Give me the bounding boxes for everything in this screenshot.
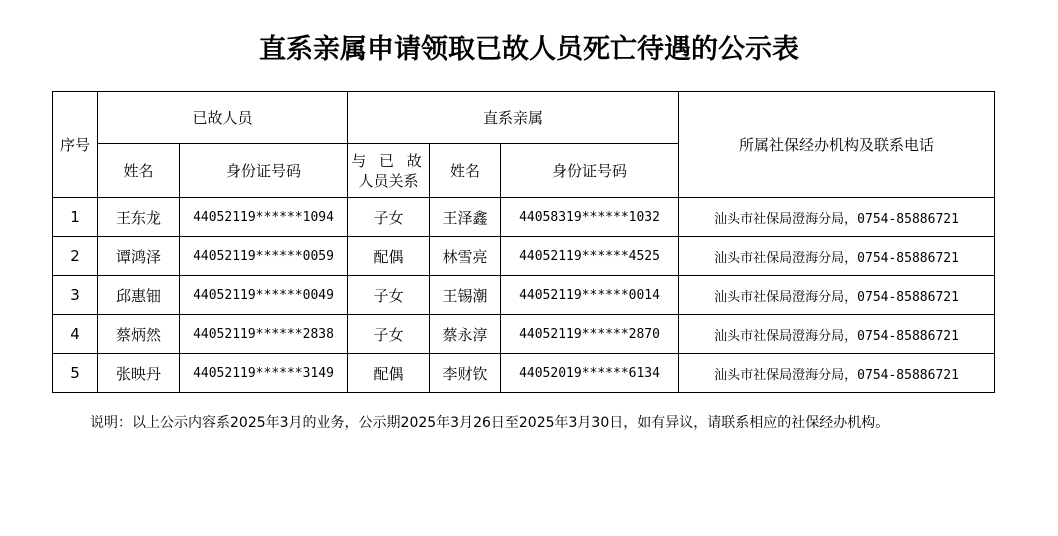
cell-relation: 配偶	[348, 354, 430, 393]
cell-deceased-name: 谭鸿泽	[98, 237, 180, 276]
cell-relative-id: 44058319******1032	[501, 198, 679, 237]
cell-relative-name: 王锡潮	[430, 276, 501, 315]
cell-relative-id: 44052019******6134	[501, 354, 679, 393]
header-deceased-name: 姓名	[98, 144, 180, 198]
table-row	[53, 354, 995, 393]
cell-deceased-name: 邱惠钿	[98, 276, 180, 315]
header-row-1	[53, 92, 995, 144]
cell-agency: 汕头市社保局澄海分局，0754-85886721	[679, 276, 995, 315]
cell-relative-id: 44052119******2870	[501, 315, 679, 354]
cell-relative-id: 44052119******4525	[501, 237, 679, 276]
cell-agency: 汕头市社保局澄海分局，0754-85886721	[679, 354, 995, 393]
cell-deceased-id: 44052119******2838	[180, 315, 348, 354]
cell-relative-name: 林雪亮	[430, 237, 501, 276]
header-relation-line2: 人员关系	[358, 171, 419, 190]
header-deceased-id: 身份证号码	[180, 144, 348, 198]
cell-deceased-id: 44052119******0059	[180, 237, 348, 276]
footnote: 说明：以上公示内容系2025年3月的业务，公示期2025年3月26日至2025年3月30日，如有异议，请联系相应的社保经办机构。	[90, 415, 890, 431]
cell-relation: 子女	[348, 315, 430, 354]
cell-seq: 1	[53, 198, 98, 237]
header-deceased-group: 已故人员	[98, 92, 348, 144]
cell-deceased-name: 王东龙	[98, 198, 180, 237]
cell-relative-name: 王泽鑫	[430, 198, 501, 237]
header-agency: 所属社保经办机构及联系电话	[679, 92, 995, 198]
table-row	[53, 315, 995, 354]
header-relation-line1: 与 已 故	[351, 151, 426, 170]
announcement-table	[52, 91, 995, 393]
header-relation	[348, 144, 430, 198]
cell-deceased-id: 44052119******1094	[180, 198, 348, 237]
cell-agency: 汕头市社保局澄海分局，0754-85886721	[679, 198, 995, 237]
cell-deceased-name: 蔡炳然	[98, 315, 180, 354]
cell-relation: 子女	[348, 276, 430, 315]
cell-seq: 2	[53, 237, 98, 276]
cell-deceased-id: 44052119******3149	[180, 354, 348, 393]
table-row	[53, 198, 995, 237]
header-relative-name: 姓名	[430, 144, 501, 198]
cell-seq: 3	[53, 276, 98, 315]
header-seq: 序号	[53, 92, 98, 198]
cell-seq: 4	[53, 315, 98, 354]
cell-deceased-id: 44052119******0049	[180, 276, 348, 315]
cell-agency: 汕头市社保局澄海分局，0754-85886721	[679, 315, 995, 354]
header-relative-group: 直系亲属	[348, 92, 679, 144]
page-title: 直系亲属申请领取已故人员死亡待遇的公示表	[259, 34, 799, 65]
cell-relative-name: 李财钦	[430, 354, 501, 393]
cell-relative-id: 44052119******0014	[501, 276, 679, 315]
table-row	[53, 276, 995, 315]
cell-relation: 配偶	[348, 237, 430, 276]
cell-relation: 子女	[348, 198, 430, 237]
table-row	[53, 237, 995, 276]
cell-deceased-name: 张映丹	[98, 354, 180, 393]
cell-seq: 5	[53, 354, 98, 393]
cell-relative-name: 蔡永淳	[430, 315, 501, 354]
cell-agency: 汕头市社保局澄海分局，0754-85886721	[679, 237, 995, 276]
header-relative-id: 身份证号码	[501, 144, 679, 198]
